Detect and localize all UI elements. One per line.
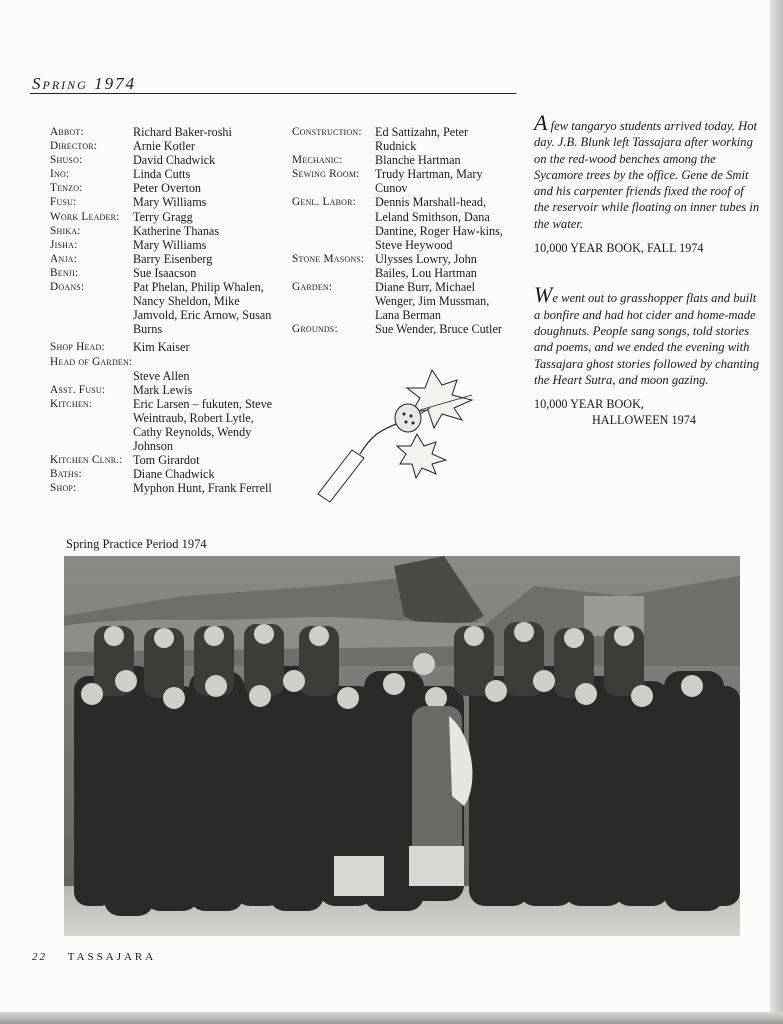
roster-value: David Chadwick [133, 153, 216, 168]
roster-value: Peter Overton [133, 181, 202, 196]
quote-paragraph [534, 282, 760, 388]
roster-value: Diane Burr, Michael Wenger, Jim Mussman, Lana Berman [375, 280, 490, 323]
heading-season: Spring [32, 74, 88, 93]
quote-source [534, 240, 760, 256]
roster-label: Construction: [292, 126, 362, 138]
roster-row [50, 252, 290, 266]
photo-caption: Spring Practice Period 1974 [66, 537, 207, 551]
roster-label: Sewing Room: [292, 168, 360, 181]
roster-label: Jisha: [50, 238, 78, 251]
page-heading [32, 74, 136, 94]
heading-rule [30, 93, 516, 94]
roster-row [50, 397, 290, 453]
roster-value: Sue Isaacson [133, 265, 197, 280]
roster-label: Ino: [50, 168, 70, 181]
roster-row [50, 167, 290, 181]
quote-source [534, 396, 760, 429]
roster-label: Abbot: [50, 126, 84, 138]
roster-value: Katherine Thanas [133, 223, 220, 238]
roster-label: Mechanic: [292, 154, 343, 167]
group-photo [64, 556, 740, 936]
roster-row [50, 224, 290, 238]
roster-value: Trudy Hartman, Mary Cunov [375, 167, 483, 196]
roster-label: Garden: [292, 281, 333, 294]
roster-label: Genl. Labor: [292, 196, 357, 209]
roster-label: Kitchen Clnr.: [50, 454, 123, 467]
roster-row [50, 139, 290, 153]
roster-value: Diane Chadwick [133, 467, 215, 482]
roster-row [50, 181, 290, 195]
roster-label: Grounds: [292, 323, 338, 336]
roster-label: Baths: [50, 468, 82, 481]
leaf-sketch-illustration [312, 350, 492, 510]
quote-text: few tangaryo students arrived today. Hot day. J.B. Blunk left Tassajara after working on the red-wood benches among the Sycamore trees by the office. Gene de Smit and his carpenter friends fixed the roof of the reservoir while floating on inner tubes in the water. [534, 119, 760, 231]
roster-label: Shuso: [50, 154, 83, 167]
roster-value: Sue Wender, Bruce Cutler [375, 322, 502, 337]
page-bottom-edge [0, 1012, 783, 1024]
roster-value: Mary Williams [133, 237, 207, 252]
heading-year: 1974 [94, 74, 137, 93]
roster-value: Pat Phelan, Philip Whalen, Nancy Sheldon, Mike Jamvold, Eric Arnow, Susan Burns [133, 280, 272, 337]
roster-label: Stone Masons: [292, 252, 365, 265]
roster-row [292, 153, 518, 167]
roster-value: Richard Baker-roshi [133, 125, 232, 139]
roster-label: Benji: [50, 266, 79, 279]
roster-row [50, 481, 290, 495]
roster-label: Shop Head: [50, 341, 105, 354]
page-edge [770, 0, 783, 1024]
roster-row [50, 210, 290, 224]
roster-row [50, 195, 290, 209]
roster-value: Blanche Hartman [375, 153, 461, 168]
roster-label: Director: [50, 140, 98, 153]
roster-label: Tenzo: [50, 182, 83, 195]
roster-value: Terry Gragg [133, 209, 193, 224]
roster-row [292, 322, 518, 336]
roster-row [50, 355, 290, 383]
roster-value: Arnie Kotler [133, 139, 195, 154]
roster-row [50, 453, 290, 467]
roster-label: Work Leader: [50, 210, 120, 223]
roster-value: Eric Larsen – fukuten, Steve Weintraub, Robert Lytle, Cathy Reynolds, Wendy Johnson [133, 396, 273, 453]
roster-label: Shop: [50, 482, 77, 495]
roster-value: Tom Girardot [133, 453, 200, 468]
roster-label: Head of Garden: [50, 355, 133, 368]
quote-source-line2: HALLOWEEN 1974 [592, 413, 696, 428]
roster-row [50, 153, 290, 167]
page-number: 22 [32, 951, 47, 963]
quote-text: e went out to grasshopper flats and built a bonfire and had hot cider and home-made doughnuts. People sang songs, told stories and poems, and we ended the evening with Tassajara ghost stories followed by chanting the Heart Sutra, and moon gazing. [534, 291, 760, 387]
roster-value: Kim Kaiser [133, 340, 190, 355]
quote-source-text: 10,000 YEAR BOOK, FALL 1974 [534, 241, 704, 256]
group-photo-image [64, 556, 740, 936]
quote-dropcap: A [534, 110, 548, 135]
roster-label: Doans: [50, 281, 85, 294]
publication-title: TASSAJARA [67, 951, 157, 963]
roster-row [50, 280, 290, 336]
roster-row [50, 383, 290, 397]
roster-value: Linda Cutts [133, 167, 191, 182]
roster-row [50, 238, 290, 252]
roster-row [292, 167, 518, 195]
roster-label: Fusu: [50, 196, 77, 209]
roster-row [50, 467, 290, 481]
roster-row [292, 125, 518, 153]
roster-value: Barry Eisenberg [133, 251, 213, 266]
roster-value: Dennis Marshall-head, Leland Smithson, Dana Dantine, Roger Haw-kins, Steve Heywood [375, 195, 503, 252]
roster-row [50, 125, 290, 139]
page-footer [32, 951, 156, 963]
quotes-column [534, 110, 760, 429]
roster-row [292, 252, 518, 280]
quote-paragraph [534, 110, 760, 232]
roster-value: Myphon Hunt, Frank Ferrell [133, 481, 272, 496]
roster-label: Anja: [50, 252, 77, 265]
quote-source-text: 10,000 YEAR BOOK, [534, 397, 644, 412]
quote-dropcap: W [534, 282, 553, 308]
roster-row [50, 340, 290, 354]
roster-row [292, 280, 518, 322]
roster-value: Mary Williams [133, 195, 207, 210]
roster-row [50, 266, 290, 280]
roster-right [292, 125, 518, 336]
roster-left [50, 125, 290, 495]
roster-row [292, 195, 518, 251]
roster-value: Mark Lewis [133, 382, 193, 397]
roster-value: Ulysses Lowry, John Bailes, Lou Hartman [375, 251, 477, 280]
roster-label: Asst. Fusu: [50, 383, 106, 396]
roster-value: Steve Allen [133, 368, 190, 383]
roster-label: Kitchen: [50, 397, 93, 410]
roster-value: Ed Sattizahn, Peter Rudnick [375, 125, 469, 154]
roster-label: Shika: [50, 224, 81, 237]
